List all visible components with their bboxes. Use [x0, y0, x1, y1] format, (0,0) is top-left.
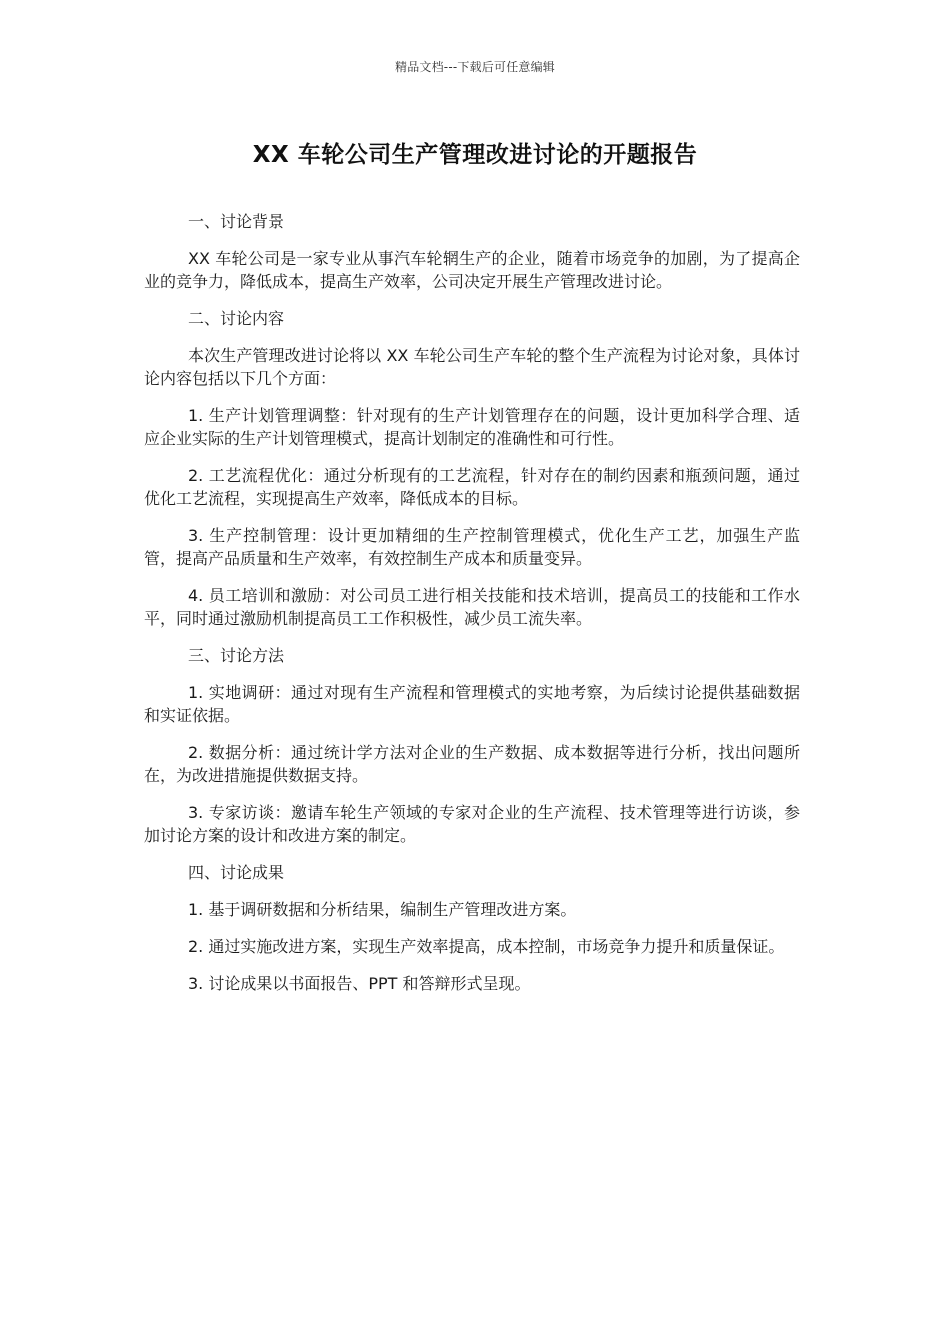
content-item: 1. 生产计划管理调整：针对现有的生产计划管理存在的问题，设计更加科学合理、适应企业实际的生产计划管理模式，提高计划制定的准确性和可行性。	[144, 406, 800, 448]
content-item: 2. 工艺流程优化：通过分析现有的工艺流程，针对存在的制约因素和瓶颈问题，通过优化工艺流程，实现提高生产效率，降低成本的目标。	[144, 466, 800, 508]
content-item: 4. 员工培训和激励：对公司员工进行相关技能和技术培训，提高员工的技能和工作水平，同时通过激励机制提高员工工作积极性，减少员工流失率。	[144, 586, 800, 628]
content-intro-paragraph: 本次生产管理改进讨论将以 XX 车轮公司生产车轮的整个生产流程为讨论对象，具体讨论内容包括以下几个方面：	[144, 346, 800, 388]
content-item: 3. 生产控制管理：设计更加精细的生产控制管理模式，优化生产工艺，加强生产监管，提高产品质量和生产效率，有效控制生产成本和质量变异。	[144, 526, 800, 568]
background-paragraph: XX 车轮公司是一家专业从事汽车轮辋生产的企业，随着市场竞争的加剧，为了提高企业的竞争力，降低成本，提高生产效率，公司决定开展生产管理改进讨论。	[144, 249, 800, 291]
document-title: XX 车轮公司生产管理改进讨论的开题报告	[252, 142, 698, 168]
method-item: 2. 数据分析：通过统计学方法对企业的生产数据、成本数据等进行分析，找出问题所在，为改进措施提供数据支持。	[144, 743, 800, 785]
section-heading-method: 三、讨论方法	[188, 646, 285, 665]
result-item: 3. 讨论成果以书面报告、PPT 和答辩形式呈现。	[188, 974, 531, 993]
result-item: 1. 基于调研数据和分析结果，编制生产管理改进方案。	[188, 900, 577, 919]
section-heading-content: 二、讨论内容	[188, 309, 285, 328]
method-item: 3. 专家访谈：邀请车轮生产领域的专家对企业的生产流程、技术管理等进行访谈，参加讨论方案的设计和改进方案的制定。	[144, 803, 800, 845]
result-item: 2. 通过实施改进方案，实现生产效率提高，成本控制，市场竞争力提升和质量保证。	[188, 937, 785, 956]
header-note: 精品文档---下载后可任意编辑	[395, 60, 555, 74]
section-heading-background: 一、讨论背景	[188, 212, 285, 231]
method-item: 1. 实地调研：通过对现有生产流程和管理模式的实地考察，为后续讨论提供基础数据和实证依据。	[144, 683, 800, 725]
document-body	[144, 210, 800, 1009]
section-heading-result: 四、讨论成果	[188, 863, 285, 882]
